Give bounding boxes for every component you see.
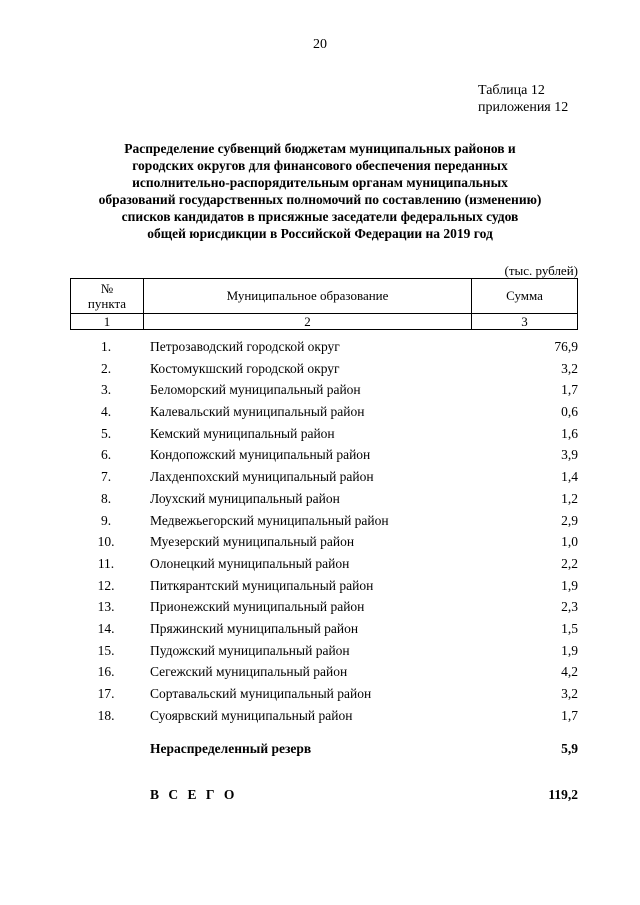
row-value: 4,2 — [561, 664, 578, 680]
row-number: 6. — [100, 447, 112, 463]
row-value: 2,2 — [561, 555, 578, 571]
row-value: 3,2 — [561, 360, 578, 376]
row-number: 7. — [100, 469, 112, 485]
table-row — [70, 510, 578, 532]
row-number: 16. — [97, 664, 115, 680]
document-title — [90, 140, 550, 242]
row-name: Лоухский муниципальный район — [150, 490, 340, 506]
total-value: 119,2 — [548, 787, 578, 802]
table-row — [70, 705, 578, 727]
reserve-label: Нераспределенный резерв — [150, 741, 312, 756]
table-row — [70, 379, 578, 401]
row-number: 5. — [100, 425, 112, 441]
row-name: Прионежский муниципальный район — [150, 599, 365, 615]
row-value: 1,4 — [561, 469, 578, 485]
column-index-3: 3 — [472, 314, 578, 330]
column-index-1: 1 — [71, 314, 144, 330]
table-row — [70, 401, 578, 423]
column-index-2: 2 — [144, 314, 472, 330]
title-line: списков кандидатов в присяжные заседатели федеральных судов — [121, 209, 519, 224]
row-value: 2,9 — [561, 512, 578, 528]
row-value: 1,6 — [561, 425, 578, 441]
title-line: образований государственных полномочий по составлению (изменению) — [98, 192, 542, 207]
table-row — [70, 618, 578, 640]
header-name: Муниципальное образование — [144, 279, 472, 314]
row-value: 3,2 — [561, 686, 578, 701]
row-number: 2. — [100, 360, 112, 376]
row-number: 1. — [100, 339, 112, 354]
title-line: общей юрисдикции в Российской Федерации на 2019 год — [147, 226, 493, 241]
table-row — [70, 661, 578, 683]
row-number: 15. — [97, 642, 115, 658]
row-name: Суоярвский муниципальный район — [150, 707, 353, 723]
table-reference — [478, 82, 568, 116]
units-label: (тыс. рублей) — [504, 263, 578, 278]
reserve-value: 5,9 — [561, 741, 578, 756]
table-row — [70, 488, 578, 510]
row-name: Беломорский муниципальный район — [150, 382, 361, 398]
row-value: 1,9 — [561, 642, 578, 658]
header-number-line1: № — [100, 281, 114, 296]
row-name: Пудожский муниципальный район — [150, 642, 350, 658]
table-row — [70, 596, 578, 618]
row-number: 8. — [100, 490, 112, 506]
row-name: Питкярантский муниципальный район — [150, 577, 374, 593]
table-row — [70, 358, 578, 380]
row-value: 1,0 — [561, 534, 578, 550]
table-row — [70, 575, 578, 597]
row-value: 1,7 — [561, 382, 578, 398]
table-header — [70, 278, 578, 330]
row-name: Медвежьегорский муниципальный район — [150, 512, 389, 528]
table-ref-line2: приложения 12 — [478, 100, 569, 115]
row-number: 13. — [97, 599, 115, 615]
table-row — [70, 683, 578, 705]
row-value: 1,2 — [561, 490, 578, 506]
row-number: 14. — [97, 620, 115, 636]
row-number: 3. — [100, 382, 112, 398]
reserve-row — [150, 741, 578, 757]
table-row — [70, 336, 578, 358]
table-row — [70, 531, 578, 553]
header-sum: Сумма — [472, 279, 578, 314]
table-row — [70, 423, 578, 445]
table-row — [70, 444, 578, 466]
row-number: 12. — [97, 577, 115, 593]
row-number: 17. — [97, 686, 115, 701]
row-name: Олонецкий муниципальный район — [150, 555, 350, 571]
row-name: Костомукшский городской округ — [150, 360, 340, 376]
title-line: исполнительно-распорядительным органам муниципальных — [132, 175, 508, 190]
row-number: 10. — [97, 534, 115, 550]
row-name: Кондопожский муниципальный район — [150, 447, 371, 463]
table-body — [70, 336, 578, 726]
row-value: 3,9 — [561, 447, 578, 463]
row-number: 11. — [97, 555, 115, 571]
page-number: 20 — [313, 37, 327, 52]
row-name: Калевальский муниципальный район — [150, 404, 365, 420]
row-name: Лахденпохский муниципальный район — [150, 469, 374, 485]
row-name: Муезерский муниципальный район — [150, 534, 355, 550]
header-number — [71, 279, 144, 314]
row-value: 2,3 — [561, 599, 578, 615]
row-value: 1,7 — [561, 707, 578, 723]
row-value: 1,9 — [561, 577, 578, 593]
title-line: Распределение субвенций бюджетам муниципальных районов и — [124, 141, 516, 156]
row-number: 4. — [100, 404, 112, 420]
total-row — [150, 787, 578, 803]
row-number: 9. — [100, 512, 112, 528]
header-number-line2: пункта — [87, 296, 127, 311]
row-name: Кемский муниципальный район — [150, 425, 335, 441]
row-number: 18. — [97, 707, 115, 723]
total-label: В С Е Г О — [150, 787, 238, 802]
table-row — [70, 640, 578, 662]
row-value: 0,6 — [561, 404, 578, 420]
row-name: Сегежский муниципальный район — [150, 664, 348, 680]
row-value: 76,9 — [554, 339, 578, 354]
row-value: 1,5 — [561, 620, 578, 636]
row-name: Петрозаводский городской округ — [150, 339, 340, 354]
row-name: Сортавальский муниципальный район — [150, 686, 372, 701]
table-row — [70, 553, 578, 575]
row-name: Пряжинский муниципальный район — [150, 620, 359, 636]
title-line: городских округов для финансового обеспечения переданных — [132, 158, 508, 173]
table-ref-line1: Таблица 12 — [478, 83, 545, 98]
table-row — [70, 466, 578, 488]
